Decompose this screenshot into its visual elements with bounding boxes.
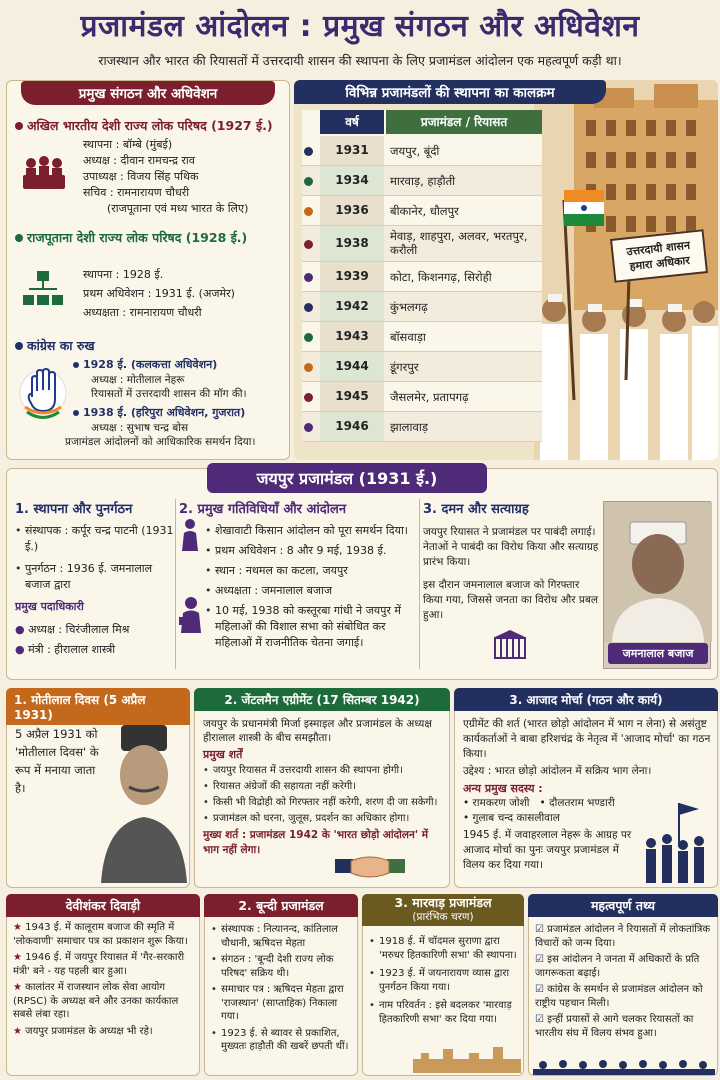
person-icon: ● bbox=[15, 623, 25, 636]
jaipur-s1-sub: प्रमुख पदाधिकारी bbox=[15, 600, 84, 613]
timeline-row bbox=[302, 382, 542, 412]
gentleman-title: 2. जेंटलमैन एग्रीमेंट (17 सितम्बर 1942) bbox=[194, 688, 450, 711]
devishankar-b2: 1946 ई. में जयपुर रियासत में 'गैर-सरकारी मंत्री' बने - यह पहली बार हुआ। bbox=[13, 952, 185, 977]
marwar-b1: • 1918 ई. में चॉदमल सुराणा द्वारा 'मरुधर हितकारिणी सभा' की स्थापना। bbox=[369, 935, 519, 963]
bundi-box bbox=[204, 894, 358, 1076]
timeline-row bbox=[302, 352, 542, 382]
timeline-year: 1944 bbox=[320, 352, 384, 381]
org-b-line1: स्थापना : 1928 ई. bbox=[83, 268, 164, 281]
jamnalal-portrait bbox=[603, 501, 711, 669]
timeline-state: बीकानेर, धौलपुर bbox=[390, 204, 459, 218]
timeline-dot bbox=[304, 240, 313, 249]
farmer-icon bbox=[179, 517, 201, 551]
jaipur-s1-l1: • संस्थापक : कर्पूर चन्द्र पाटनी (1931 ई.) bbox=[15, 523, 175, 555]
org-panel bbox=[6, 80, 290, 460]
devishankar-b3: कालांतर में राजस्थान लोक सेवा आयोग (RPSC) के अध्यक्ष बने और उनका कार्यकाल सबसे लंबा रहा। bbox=[13, 982, 179, 1020]
timeline-table bbox=[302, 110, 542, 440]
timeline-dot bbox=[304, 303, 313, 312]
azad-box: 3. आजाद मोर्चा (गठन और कार्य) एग्रीमेंट की शर्त (भारत छोड़ो आंदोलन में भाग न लेना) से असंतुष्ट कार्यकर्ताओं ने बाबा हरिशचंद्र के नेतृत्व में 'आजाद मोर्चा' का गठन किया। उद्देश्य : भारत छोड़ो आंदोलन में सक्रिय भाग लेना। अन्य प्रमुख सदस्य : • रामकरण जोशी • दौलतराम भण्डारी • गुलाब चन्द कासलीवाल 1945 ई. में जवाहरलाल नेहरू के आग्रह पर आजाद मोर्चा का पुनः जयपुर प्रजामंडल में विलय कर दिया गया। bbox=[454, 688, 718, 888]
azad-p3: 1945 ई. में जवाहरलाल नेहरू के आग्रह पर आजाद मोर्चा का पुनः जयपुर प्रजामंडल में विलय कर दिया गया। bbox=[463, 829, 632, 871]
star-icon: ★ bbox=[13, 952, 22, 963]
org-c-s2b: प्रजामंडल आंदोलनों को आधिकारिक समर्थन दिया। bbox=[65, 436, 256, 448]
timeline-year: 1942 bbox=[320, 292, 384, 321]
org-chart-icon bbox=[23, 269, 63, 309]
motilal-title: 1. मोतीलाल दिवस (5 अप्रैल 1931) bbox=[6, 688, 190, 725]
placard-text: उत्तरदायी शासन हमारा अधिकार bbox=[625, 238, 691, 274]
jaipur-s2-l5: • 10 मई, 1938 को कस्तूरबा गांधी ने जयपुर में महिलाओं की विशाल सभा को संबोधित कर महिलाओं में राजनीतिक चेतना जगाई। bbox=[205, 603, 415, 651]
org-a-heading bbox=[15, 117, 273, 134]
org-a-line2: अध्यक्ष : दीवान रामचन्द्र राव bbox=[83, 154, 195, 167]
gentleman-box bbox=[194, 688, 450, 888]
jaipur-s1-l3: अध्यक्ष : चिरंजीलाल मिश्र bbox=[28, 623, 130, 636]
marwar-title-tag bbox=[362, 894, 524, 926]
marwar-b3: • नाम परिवर्तन : इसे बदलकर 'मारवाड़ हितकारिणी सभा' कर दिया गया। bbox=[369, 999, 519, 1027]
check-icon: ☑ bbox=[535, 1014, 544, 1025]
gentleman-b1: • जयपुर रियासत में उत्तरदायी शासन की स्थापना होगी। bbox=[203, 764, 445, 778]
devishankar-title: देवीशंकर दिवाड़ी bbox=[6, 894, 200, 917]
devishankar-b1: 1943 ई. में कालूराम बजाज की स्मृति में 'लोकवाणी' समाचार पत्र का प्रकाशन शुरू किया। bbox=[13, 922, 188, 947]
col-year-header: वर्ष bbox=[320, 110, 384, 134]
timeline-year: 1939 bbox=[320, 262, 384, 291]
jaipur-title: जयपुर प्रजामंडल (1931 ई.) bbox=[207, 463, 487, 493]
org-c-heading bbox=[15, 337, 95, 354]
marwar-b2: • 1923 ई. में जयनारायण व्यास द्वारा पुनर्गठन किया गया। bbox=[369, 967, 519, 995]
star-icon: ★ bbox=[13, 922, 22, 933]
org-c-heading-text: कांग्रेस का रुख bbox=[27, 338, 95, 353]
jaipur-s1-l2: • पुनर्गठन : 1936 ई. जमनालाल बजाज द्वारा bbox=[15, 561, 175, 593]
azad-sub: अन्य प्रमुख सदस्य : bbox=[463, 782, 543, 795]
jaipur-s1-l4: मंत्री : हीरालाल शास्त्री bbox=[28, 643, 116, 656]
timeline-row bbox=[302, 412, 542, 442]
page-title: प्रजामंडल आंदोलन : प्रमुख संगठन और अधिवेशन bbox=[80, 9, 640, 44]
person-icon: ● bbox=[15, 643, 25, 656]
timeline-state: जयपुर, बूंदी bbox=[390, 144, 440, 158]
org-a-heading-text: अखिल भारतीय देशी राज्य लोक परिषद (1927 ई.) bbox=[27, 118, 273, 133]
timeline-row bbox=[302, 196, 542, 226]
timeline-dot bbox=[304, 333, 313, 342]
timeline-title: विभिन्न प्रजामंडलों की स्थापना का कालक्रम bbox=[294, 80, 606, 104]
jamnalal-caption: जमनालाल बजाज bbox=[608, 643, 708, 664]
timeline-dot bbox=[304, 393, 313, 402]
timeline-year: 1936 bbox=[320, 196, 384, 225]
timeline-state: जैसलमेर, प्रतापगढ़ bbox=[390, 390, 469, 404]
bundi-b2: • संगठन : 'बून्दी देशी राज्य लोक परिषद' सक्रिय थी। bbox=[211, 953, 355, 980]
jaipur-s3-p2: इस दौरान जमनालाल बजाज को गिरफ्तार किया गया, जिससे जनता का विरोध और प्रबल हुआ। bbox=[423, 579, 598, 621]
azad-m3: गुलाब चन्द कासलीवाल bbox=[472, 812, 560, 824]
org-c-s1b: रियासतों में उत्तरदायी शासन की मॉग की। bbox=[91, 388, 247, 400]
jaipur-s2-title: 2. प्रमुख गतिविधियाँ और आंदोलन bbox=[179, 502, 347, 517]
org-c-s2: 1938 ई. (हरिपुरा अधिवेशन, गुजरात) bbox=[83, 406, 246, 419]
facts-b4: इन्हीं प्रयासों से आगे चलकर रियासतों का भारतीय संघ में विलय संभव हुआ। bbox=[535, 1014, 694, 1039]
timeline-state: कोटा, किशनगढ़, सिरोही bbox=[390, 270, 492, 284]
org-c-s2a: अध्यक्ष : सुभाष चन्द्र बोस bbox=[91, 422, 189, 434]
timeline-state: मेवाड़, शाहपुरा, अलवर, भरतपुर, करौली bbox=[390, 229, 528, 257]
timeline-dot bbox=[304, 177, 313, 186]
star-icon: ★ bbox=[13, 982, 22, 993]
bundi-b3: • समाचार पत्र : ऋषिदत्त मेहता द्वारा 'राजस्थान' (साप्ताहिक) निकाला गया। bbox=[211, 983, 355, 1024]
org-a-line4: सचिव : रामनारायण चौधरी bbox=[83, 186, 190, 199]
check-icon: ☑ bbox=[535, 954, 544, 965]
page-subtitle: राजस्थान और भारत की रियासतों में उत्तरदायी शासन की स्थापना के लिए प्रजामंडल आंदोलन एक महत्वपूर्ण कड़ी था। bbox=[98, 53, 622, 68]
org-a-line3: उपाध्यक्ष : विजय सिंह पथिक bbox=[83, 170, 199, 183]
jaipur-s1 bbox=[15, 499, 175, 658]
org-a-line5: (राजपूताना एवं मध्य भारत के लिए) bbox=[107, 202, 249, 215]
marching-crowd-icon bbox=[641, 797, 715, 883]
timeline-year: 1943 bbox=[320, 322, 384, 351]
timeline-state: झालावाड़ bbox=[390, 420, 428, 434]
facts-box bbox=[528, 894, 718, 1076]
facts-title: महत्वपूर्ण तथ्य bbox=[528, 894, 718, 917]
gentleman-text: जयपुर के प्रधानमंत्री मिर्जा इस्माइल और प्रजामंडल के अध्यक्ष हीरालाल शास्त्री के बीच समझौता। bbox=[203, 718, 432, 744]
timeline-header bbox=[302, 110, 542, 134]
handshake-icon bbox=[335, 849, 405, 883]
timeline-dot bbox=[304, 273, 313, 282]
org-a bbox=[15, 117, 273, 134]
timeline-row bbox=[302, 136, 542, 166]
timeline-row bbox=[302, 166, 542, 196]
jaipur-s3 bbox=[423, 499, 599, 663]
timeline-year: 1931 bbox=[320, 136, 384, 165]
timeline-dot bbox=[304, 147, 313, 156]
timeline-panel bbox=[294, 80, 718, 460]
bundi-b1: • संस्थापक : नित्यानन्द, कांतिलाल चौधानी, ऋषिदत्त मेहता bbox=[211, 923, 355, 950]
org-c bbox=[15, 337, 95, 354]
jaipur-s2-l4: • अध्यक्षता : जमनालाल बजाज bbox=[205, 583, 415, 599]
timeline-state: मारवाड़, हाड़ौती bbox=[390, 174, 456, 188]
jail-icon bbox=[493, 629, 527, 659]
motilal-portrait bbox=[101, 717, 187, 883]
devishankar-b4: जयपुर प्रजामंडल के अध्यक्ष भी रहे। bbox=[25, 1025, 153, 1037]
timeline-dot bbox=[304, 363, 313, 372]
star-icon: ★ bbox=[13, 1025, 22, 1037]
gentleman-sub: प्रमुख शर्तें bbox=[203, 748, 243, 761]
jaipur-s2-l3: • स्थान : नथमल का कटला, जयपुर bbox=[205, 563, 415, 579]
org-a-line1: स्थापना : बॉम्बे (मुंबई) bbox=[83, 138, 173, 151]
timeline-year: 1938 bbox=[320, 226, 384, 261]
devishankar-box bbox=[6, 894, 200, 1076]
marwar-box bbox=[362, 894, 524, 1076]
timeline-row bbox=[302, 262, 542, 292]
azad-m1: रामकरण जोशी bbox=[472, 797, 530, 809]
jaipur-s1-title: 1. स्थापना और पुनर्गठन bbox=[15, 502, 133, 517]
jaipur-s2-l2: • प्रथम अधिवेशन : 8 और 9 मई, 1938 ई. bbox=[205, 543, 415, 559]
col-state-header: प्रजामंडल / रियासत bbox=[386, 110, 542, 134]
bundi-b4: • 1923 ई. से ब्यावर से प्रकाशित, मुख्यतः हाड़ौती की खबरें छपती थीं। bbox=[211, 1027, 355, 1054]
jaipur-s2-l1: • शेखावाटी किसान आंदोलन को पूरा समर्थन दिया। bbox=[205, 523, 415, 539]
timeline-row bbox=[302, 226, 542, 262]
org-c-s1: 1928 ई. (कलकत्ता अधिवेशन) bbox=[83, 358, 218, 371]
jaipur-s2 bbox=[179, 499, 415, 653]
timeline-state: बॉसवाड़ा bbox=[390, 330, 426, 344]
timeline-state: डूंगरपुर bbox=[390, 360, 419, 374]
motilal-box bbox=[6, 688, 190, 888]
check-icon: ☑ bbox=[535, 984, 544, 995]
timeline-dot bbox=[304, 207, 313, 216]
check-icon: ☑ bbox=[535, 924, 544, 935]
congress-hand-icon bbox=[19, 363, 67, 423]
org-b bbox=[15, 229, 247, 246]
marwar-title: 3. मारवाड़ प्रजामंडल bbox=[394, 895, 492, 910]
azad-m2: दौलतराम भण्डारी bbox=[549, 797, 615, 809]
timeline-year: 1945 bbox=[320, 382, 384, 411]
facts-b2: इस आंदोलन ने जनता में अधिकारों के प्रति जागरूकता बढ़ाई। bbox=[535, 954, 700, 979]
timeline-state: कुंभलगढ़ bbox=[390, 300, 428, 314]
azad-p1: एग्रीमेंट की शर्त (भारत छोड़ो आंदोलन में भाग न लेना) से असंतुष्ट कार्यकर्ताओं ने बाबा हरिशचंद्र के नेतृत्व में 'आजाद मोर्चा' का गठन किया। bbox=[463, 718, 711, 760]
org-panel-title: प्रमुख संगठन और अधिवेशन bbox=[21, 81, 275, 105]
fort-icon bbox=[413, 1045, 521, 1073]
org-b-heading bbox=[15, 229, 247, 246]
crowd-silhouette-icon bbox=[533, 1059, 715, 1075]
timeline-dot bbox=[304, 423, 313, 432]
gentleman-main: मुख्य शर्त : प्रजामंडल 1942 के 'भारत छोड़ो आंदोलन' में भाग नहीं लेगा। bbox=[203, 829, 429, 856]
facts-b1: प्रजामंडल आंदोलन ने रियासतों में लोकतांत्रिक विचारों को जन्म दिया। bbox=[535, 924, 711, 949]
timeline-row bbox=[302, 292, 542, 322]
org-c-s1a: अध्यक्ष : मोतीलाल नेहरू bbox=[91, 374, 185, 386]
gentleman-b2: • रियासत अंग्रेजों की सहायता नहीं करेगी। bbox=[203, 780, 445, 794]
timeline-year: 1934 bbox=[320, 166, 384, 195]
bundi-title: 2. बून्दी प्रजामंडल bbox=[204, 894, 358, 917]
gentleman-b3: • किसी भी विद्रोही को गिरफ्तार नहीं करेगी, शरण दी जा सकेगी। bbox=[203, 796, 445, 810]
azad-title: 3. आजाद मोर्चा (गठन और कार्य) bbox=[454, 688, 718, 711]
speaker-woman-icon bbox=[179, 595, 203, 633]
motilal-text: 5 अप्रैल 1931 को 'मोतीलाल दिवस' के रूप में मनाया जाता है। bbox=[15, 727, 99, 795]
timeline-row bbox=[302, 322, 542, 352]
jaipur-panel bbox=[6, 468, 718, 680]
assembly-icon bbox=[21, 153, 67, 193]
org-b-line3: अध्यक्षता : रामनारायण चौधरी bbox=[83, 306, 202, 319]
timeline-year: 1946 bbox=[320, 412, 384, 441]
jaipur-s3-title: 3. दमन और सत्याग्रह bbox=[423, 502, 529, 517]
azad-p2: उद्देश्य : भारत छोड़ो आंदोलन में सक्रिय भाग लेना। bbox=[463, 765, 652, 777]
org-b-line2: प्रथम अधिवेशन : 1931 ई. (अजमेर) bbox=[83, 287, 235, 300]
facts-b3: कांग्रेस के समर्थन से प्रजामंडल आंदोलन को राष्ट्रीय पहचान मिली। bbox=[535, 984, 703, 1009]
jaipur-s3-p1: जयपुर रियासत ने प्रजामंडल पर पाबंदी लगाई। नेताओं ने पाबंदी का विरोध किया और सत्याग्रह प्रारंभ किया। bbox=[423, 526, 599, 568]
marwar-title2: (प्रारंभिक चरण) bbox=[412, 911, 474, 923]
org-b-heading-text: राजपूताना देशी राज्य लोक परिषद (1928 ई.) bbox=[27, 230, 248, 245]
gentleman-b4: • प्रजामंडल को धरना, जुलूस, प्रदर्शन का अधिकार होगा। bbox=[203, 812, 445, 826]
